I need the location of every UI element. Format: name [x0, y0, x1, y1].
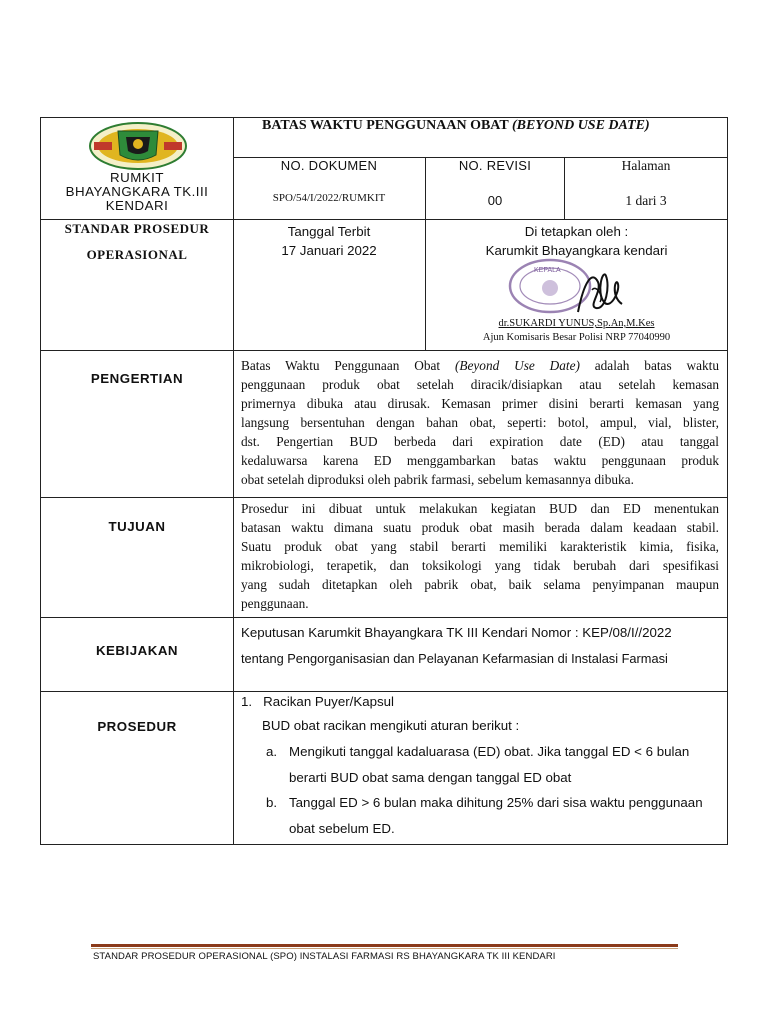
tujuan-line: yang sudah ditetapkan oleh pabrik obat, baik selama penyimpanan maupun: [241, 577, 719, 592]
handwritten-signature-icon: [570, 262, 630, 322]
prosedur-item-1: 1. Racikan Puyer/Kapsul: [241, 694, 394, 709]
footer-rule-thin: [91, 948, 678, 949]
issue-date-value: 17 Januari 2022: [281, 243, 377, 258]
sop-label: [41, 220, 233, 264]
prosedur-b-line-1: Tanggal ED > 6 bulan maka dihitung 25% dari sisa waktu penggunaan: [289, 795, 703, 810]
established-by-office: Karumkit Bhayangkara kendari: [485, 243, 668, 258]
footer-text: STANDAR PROSEDUR OPERASIONAL (SPO) INSTALASI FARMASI RS BHAYANGKARA TK III KENDARI: [93, 951, 556, 962]
revision-label: NO. REVISI: [458, 158, 532, 173]
prosedur-b-line-2: obat sebelum ED.: [289, 821, 395, 836]
sop-label-line-1: STANDAR PROSEDUR: [64, 221, 210, 236]
pengertian-text: [241, 356, 719, 489]
pengertian-label: PENGERTIAN: [90, 371, 184, 386]
title-main: BATAS WAKTU PENGGUNAAN OBAT: [262, 118, 512, 133]
pengertian-line: Batas Waktu Penggunaan Obat (Beyond Use Date) adalah batas waktu: [241, 358, 719, 373]
org-line-3: KENDARI: [105, 198, 169, 213]
established-by-label: Di tetapkan oleh :: [524, 224, 629, 239]
signer-rank: Ajun Komisaris Besar Polisi NRP 77040990: [482, 332, 671, 343]
prosedur-a-marker: a.: [266, 744, 278, 759]
tujuan-line: penggunaan.: [241, 596, 309, 611]
established-by: [426, 222, 727, 260]
org-name: [41, 171, 233, 213]
doc-number-value: SPO/54/I/2022/RUMKIT: [272, 192, 386, 204]
signature: [570, 262, 630, 322]
document-title: [262, 117, 650, 135]
tujuan-line: Suatu produk obat yang stabil berarti memiliki karakteristik kimia, fisika,: [241, 539, 719, 554]
kebijakan-label: KEBIJAKAN: [95, 643, 179, 658]
org-line-2: BHAYANGKARA TK.III: [65, 184, 209, 199]
kebijakan-line-1: Keputusan Karumkit Bhayangkara TK III Kendari Nomor : KEP/08/I//2022: [241, 625, 672, 640]
prosedur-intro: BUD obat racikan mengikuti aturan berikut :: [262, 718, 520, 733]
prosedur-a-line-1: Mengikuti tanggal kadaluarasa (ED) obat. Jika tanggal ED < 6 bulan: [289, 744, 690, 759]
revision-value: 00: [487, 193, 503, 208]
rumkit-logo-icon: [88, 121, 188, 171]
prosedur-b-marker: b.: [266, 795, 278, 810]
stamp-text: KEPALA: [534, 267, 561, 274]
prosedur-label: PROSEDUR: [97, 719, 177, 734]
tujuan-text: [241, 499, 719, 613]
rumkit-logo: [88, 121, 188, 171]
prosedur-a-line-2: berarti BUD obat sama dengan tanggal ED obat: [289, 770, 572, 785]
issue-date: [233, 222, 425, 260]
pengertian-line: langsung bersentuhan dengan bahan obat, seperti: botol, ampul, vial, blister,: [241, 415, 719, 430]
tujuan-line: batasan waktu dimana suatu produk obat masih berada dalam keadaan stabil.: [241, 520, 719, 535]
org-line-1: RUMKIT: [110, 170, 164, 185]
page-label: Halaman: [621, 158, 671, 173]
doc-number-label: NO. DOKUMEN: [280, 158, 378, 173]
pengertian-line: obat setelah diproduksi oleh pabrik farmasi, sebelum kemasannya dibuka.: [241, 472, 634, 487]
sop-label-line-2: OPERASIONAL: [86, 247, 188, 262]
signer-name: dr.SUKARDI YUNUS,Sp.An,M.Kes: [498, 318, 655, 329]
pengertian-line: dst. Pengertian BUD berbeda dari expiration date (ED) atau tanggal: [241, 434, 719, 449]
pengertian-line: kedaluwarsa karena ED menggambarkan batas waktu penggunaan produk: [241, 453, 719, 468]
tujuan-line: Prosedur ini dibuat untuk melakukan kegiatan BUD dan ED menentukan: [241, 501, 719, 516]
tujuan-label: TUJUAN: [108, 519, 166, 534]
issue-date-label: Tanggal Terbit: [287, 224, 371, 239]
pengertian-line: primernya dibuka atau dirusak. Kemasan primer disini berarti kemasan yang: [241, 396, 719, 411]
page-value: 1 dari 3: [625, 193, 667, 208]
title-em: (BEYOND USE DATE): [511, 118, 650, 133]
tujuan-line: mikrobiologi, terapetik, dan toksikologi yang tidak berubah dari spesifikasi: [241, 558, 719, 573]
footer-rule: [91, 944, 678, 947]
kebijakan-line-2: tentang Pengorganisasian dan Pelayanan Kefarmasian di Instalasi Farmasi: [241, 651, 668, 666]
pengertian-line: penggunaan produk obat setelah diracik/disiapkan atau setelah kemasan: [241, 377, 719, 392]
